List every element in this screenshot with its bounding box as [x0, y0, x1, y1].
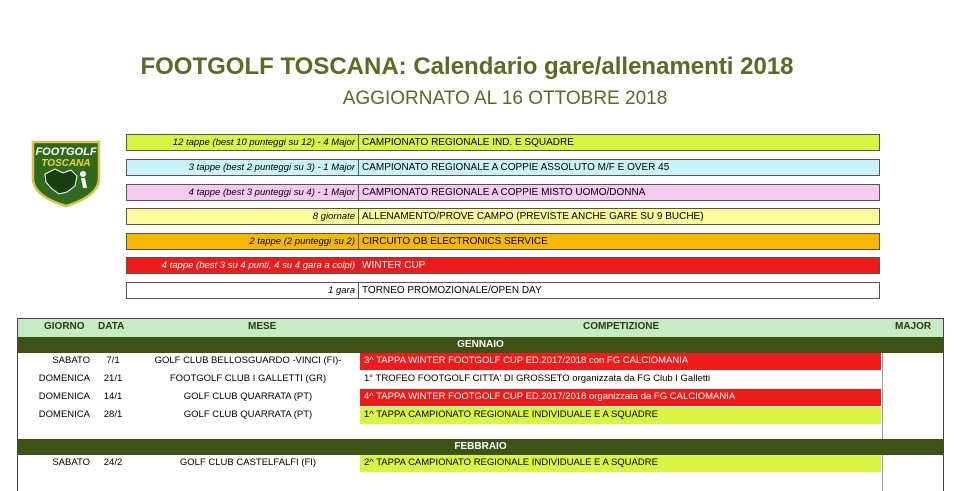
col-giorno: GIORNO — [44, 321, 85, 332]
col-major: MAJOR — [895, 321, 932, 332]
legend-competition-name: CAMPIONATO REGIONALE A COPPIE MISTO UOMO/DONNA — [359, 185, 879, 200]
legend-row — [126, 159, 880, 176]
row-day: SABATO — [52, 355, 90, 366]
legend-competition-name: CAMPIONATO REGIONALE IND. E SQUADRE — [359, 135, 879, 150]
row-day: DOMENICA — [38, 373, 90, 384]
legend-competition-name: ALLENAMENTO/PROVE CAMPO (PREVISTE ANCHE GARE SU 9 BUCHE) — [359, 209, 879, 224]
logo-text-line2: TOSCANA — [41, 158, 91, 169]
row-day: DOMENICA — [38, 391, 90, 402]
month-header: GENNAIO — [18, 337, 943, 353]
legend-row — [126, 134, 880, 151]
legend-description: 4 tappe (best 3 su 4 punti, 4 su 4 gara a colpi) — [127, 258, 359, 273]
legend-description: 4 tappe (best 3 punteggi su 4) - 1 Major — [127, 185, 359, 200]
legend-competition-name: CAMPIONATO REGIONALE A COPPIE ASSOLUTO M/F E OVER 45 — [359, 160, 879, 175]
footgolf-toscana-logo — [27, 138, 105, 208]
row-date: 24/2 — [103, 457, 123, 468]
row-date: 21/1 — [103, 373, 123, 384]
row-venue: GOLF CLUB QUARRATA (PT) — [183, 409, 313, 420]
legend-row — [126, 257, 880, 274]
legend-row — [126, 184, 880, 201]
legend-row — [126, 233, 880, 250]
row-day: SABATO — [52, 457, 90, 468]
legend-description: 3 tappe (best 2 punteggi su 3) - 1 Major — [127, 160, 359, 175]
calendar-table — [17, 318, 944, 491]
table-row — [18, 455, 943, 472]
table-row — [18, 353, 943, 370]
table-header — [18, 319, 943, 337]
row-competition: 3^ TAPPA WINTER FOOTGOLF CUP ED.2017/2018 con FG CALCIOMANIA — [360, 353, 881, 370]
row-competition: 2^ TAPPA CAMPIONATO REGIONALE INDIVIDUALE E A SQUADRE — [360, 455, 881, 472]
legend-row — [126, 208, 880, 225]
row-date: 7/1 — [106, 355, 120, 366]
row-date: 14/1 — [103, 391, 123, 402]
row-venue: GOLF CLUB BELLOSGUARDO -VINCI (FI)- — [154, 355, 342, 366]
row-venue: GOLF CLUB QUARRATA (PT) — [183, 391, 313, 402]
logo-text-line1: FOOTGOLF — [35, 146, 97, 158]
legend-description: 1 gara — [127, 283, 359, 298]
legend-competition-name: TORNEO PROMOZIONALE/OPEN DAY — [359, 283, 879, 298]
col-data: DATA — [98, 321, 125, 332]
col-mese: MESE — [248, 321, 277, 332]
legend-description: 8 giornate — [127, 209, 359, 224]
row-venue: FOOTGOLF CLUB I GALLETTI (GR) — [169, 373, 327, 384]
row-competition: 1° TROFEO FOOTGOLF CITTA' DI GROSSETO organizzata da FG Club I Galletti — [360, 371, 881, 388]
row-competition: 4^ TAPPA WINTER FOOTGOLF CUP ED.2017/2018 organizzata da FG CALCIOMANIA — [360, 389, 881, 406]
table-row — [18, 371, 943, 388]
legend-description: 2 tappe (2 punteggi su 2) — [127, 234, 359, 249]
legend-description: 12 tappe (best 10 punteggi su 12) - 4 Major — [127, 135, 359, 150]
page-title: FOOTGOLF TOSCANA: Calendario gare/allenamenti 2018 — [140, 53, 794, 80]
page-subtitle: AGGIORNATO AL 16 OTTOBRE 2018 — [342, 88, 668, 109]
row-date: 28/1 — [103, 409, 123, 420]
table-row — [18, 407, 943, 424]
col-competizione: COMPETIZIONE — [583, 321, 660, 332]
legend-row — [126, 282, 880, 299]
row-venue: GOLF CLUB CASTELFALFI (FI) — [179, 457, 317, 468]
row-competition: 1^ TAPPA CAMPIONATO REGIONALE INDIVIDUALE E A SQUADRE — [360, 407, 881, 424]
legend-competition-name: WINTER CUP — [359, 258, 879, 273]
table-row — [18, 389, 943, 406]
row-day: DOMENICA — [38, 409, 90, 420]
legend-competition-name: CIRCUITO OB ELECTRONICS SERVICE — [359, 234, 879, 249]
month-header: FEBBRAIO — [18, 439, 943, 455]
